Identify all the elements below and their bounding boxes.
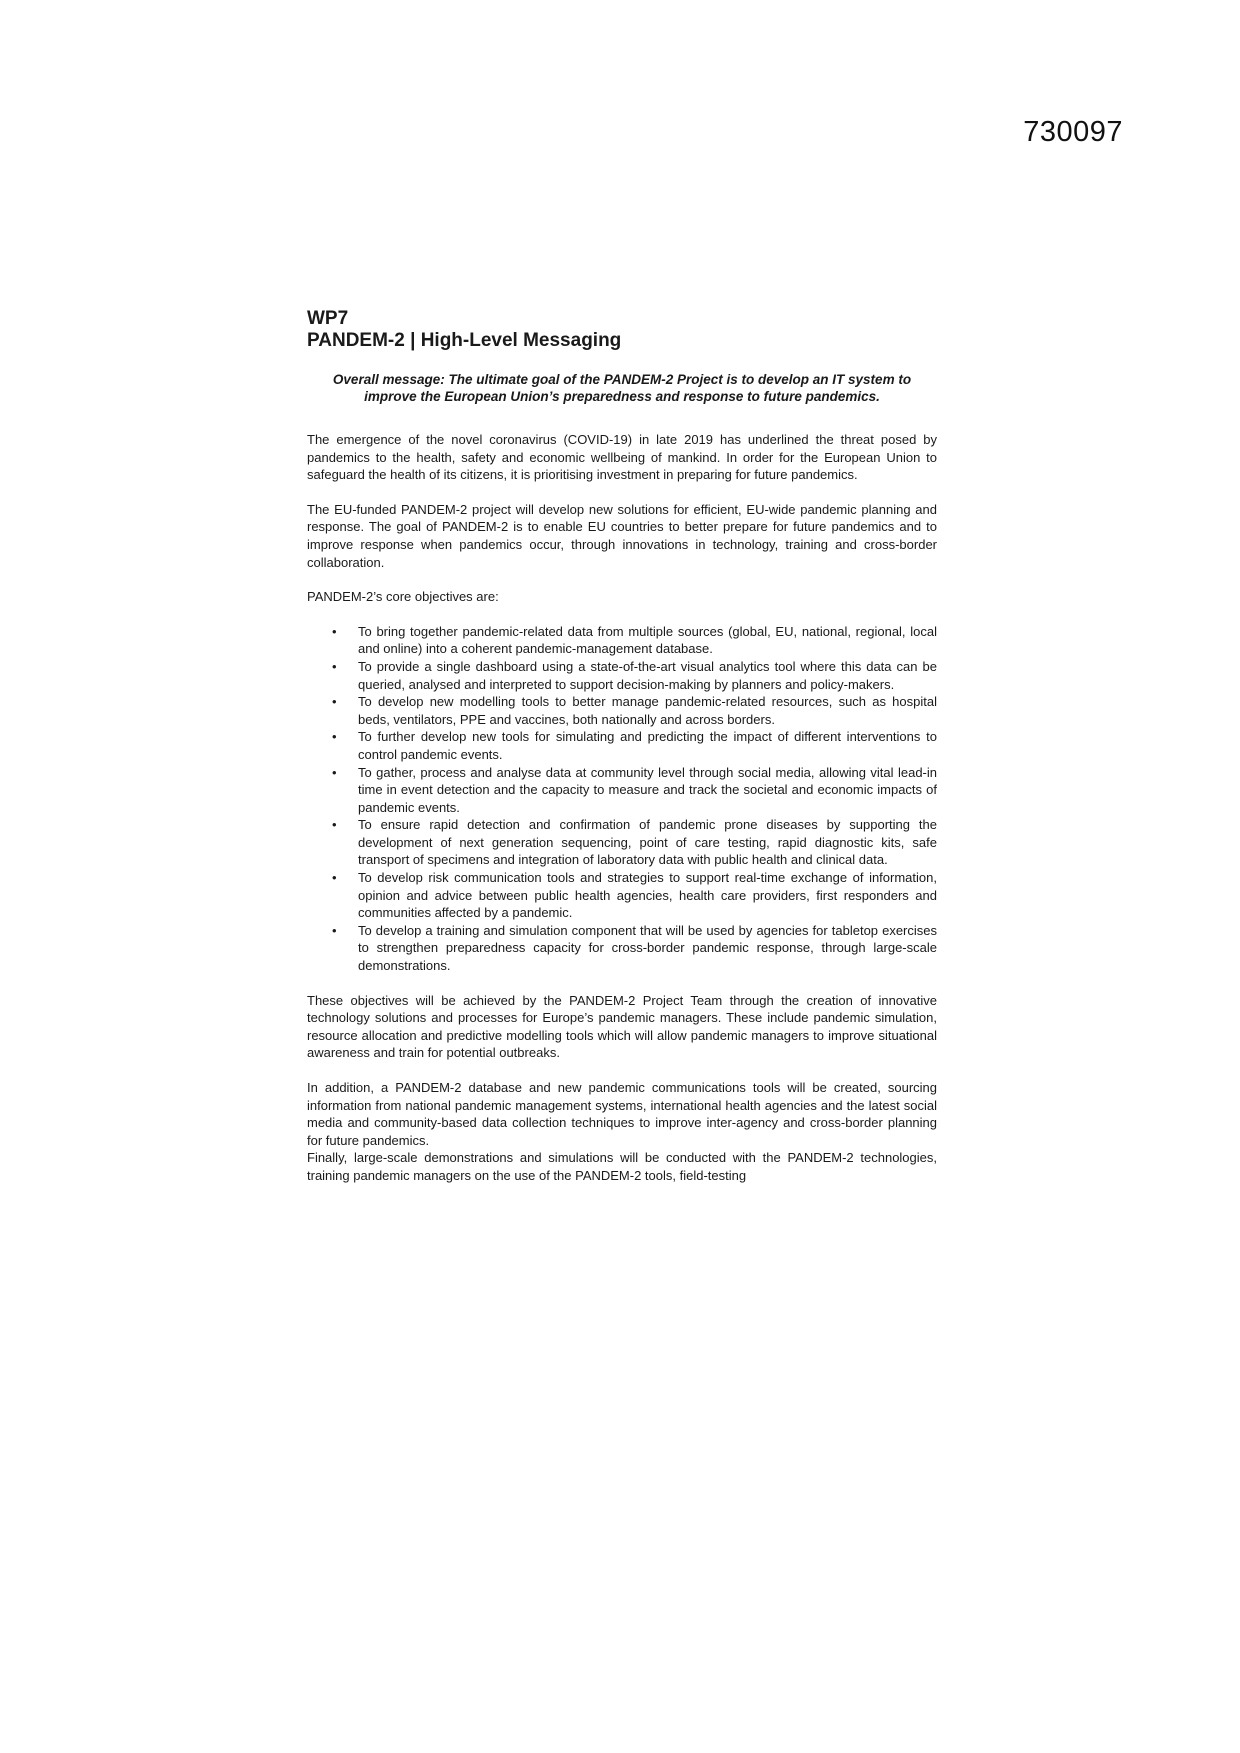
objective-item (332, 623, 937, 658)
objective-item (332, 693, 937, 728)
objective-text: To develop risk communication tools and strategies to support real-time exchange of information, opinion and advice between public health agencies, health care providers, first responders and communities affected by a pandemic. (358, 870, 937, 921)
objective-text: To provide a single dashboard using a state-of-the-art visual analytics tool where this data can be queried, analysed and interpreted to support decision-making by planners and policy-makers. (358, 658, 937, 692)
objective-text: To gather, process and analyse data at community level through social media, allowing vital lead-in time in event detection and the capacity to measure and track the societal and economic impacts of pandemic events. (358, 764, 937, 815)
objectives-list (307, 623, 937, 975)
bullet-icon: • (332, 694, 337, 710)
outro-paragraph-3: Finally, large-scale demonstrations and simulations will be conducted with the PANDEM-2 technologies, training pandemic managers on the use of the PANDEM-2 tools, field-testing (307, 1150, 937, 1183)
bullet-icon: • (332, 658, 337, 674)
bullet-icon: • (332, 817, 337, 833)
document-body (307, 308, 937, 1202)
objective-text: To bring together pandemic-related data from multiple sources (global, EU, national, regional, local and online) into a coherent pandemic-management database. (358, 623, 937, 657)
bullet-icon: • (332, 764, 337, 780)
bullet-icon: • (332, 623, 337, 639)
objective-item (332, 922, 937, 975)
objective-text: To develop new modelling tools to better manage pandemic-related resources, such as hospital beds, ventilators, PPE and vaccines, both nationally and across borders. (358, 694, 937, 727)
intro-paragraph-1: The emergence of the novel coronavirus (COVID-19) in late 2019 has underlined the threat posed by pandemics to the health, safety and economic wellbeing of mankind. In order for the European Union to safeguard the health of its citizens, it is prioritising investment in preparing for future pandemics. (307, 432, 937, 483)
objective-text: To ensure rapid detection and confirmation of pandemic prone diseases by supporting the development of next generation sequencing, point of care testing, rapid diagnostic kits, safe transport of specimens and integration of laboratory data with public health and clinical data. (358, 817, 937, 868)
objectives-lead-in: PANDEM-2’s core objectives are: (307, 589, 499, 605)
overall-message: Overall message: The ultimate goal of the PANDEM-2 Project is to develop an IT system to improve the European Union’s preparedness and response to future pandemics. (332, 372, 912, 404)
bullet-icon: • (332, 922, 337, 938)
objective-text: To develop a training and simulation component that will be used by agencies for tabletop exercises to strengthen preparedness capacity for cross-border pandemic response, through large-scale demonstrations. (358, 922, 937, 974)
outro-paragraph-1: These objectives will be achieved by the PANDEM-2 Project Team through the creation of innovative technology solutions and processes for Europe’s pandemic managers. These include pandemic simulation, resource allocation and predictive modelling tools which will allow pandemic managers to improve situational awareness and train for potential outbreaks. (307, 992, 937, 1061)
objective-item (332, 658, 937, 693)
objective-item (332, 728, 937, 763)
objective-item (332, 816, 937, 869)
outro-paragraph-2: In addition, a PANDEM-2 database and new pandemic communications tools will be created, sourcing information from national pandemic management systems, international health agencies and the latest social media and community-based data collection techniques to improve inter-agency and cross-border planning for future pandemics. (307, 1080, 937, 1148)
document-title: PANDEM-2 | High-Level Messaging (307, 330, 622, 351)
bullet-icon: • (332, 729, 337, 745)
intro-paragraph-2: The EU-funded PANDEM-2 project will develop new solutions for efficient, EU-wide pandemic planning and response. The goal of PANDEM-2 is to enable EU countries to better prepare for future pandemics and to improve response when pandemics occur, through innovations in technology, training and cross-border collaboration. (307, 501, 937, 570)
document-number: 730097 (1023, 116, 1123, 148)
bullet-icon: • (332, 870, 337, 886)
objective-text: To further develop new tools for simulating and predicting the impact of different interventions to control pandemic events. (358, 729, 937, 762)
objective-item (332, 764, 937, 817)
work-package-label: WP7 (307, 308, 349, 329)
objective-item (332, 869, 937, 922)
